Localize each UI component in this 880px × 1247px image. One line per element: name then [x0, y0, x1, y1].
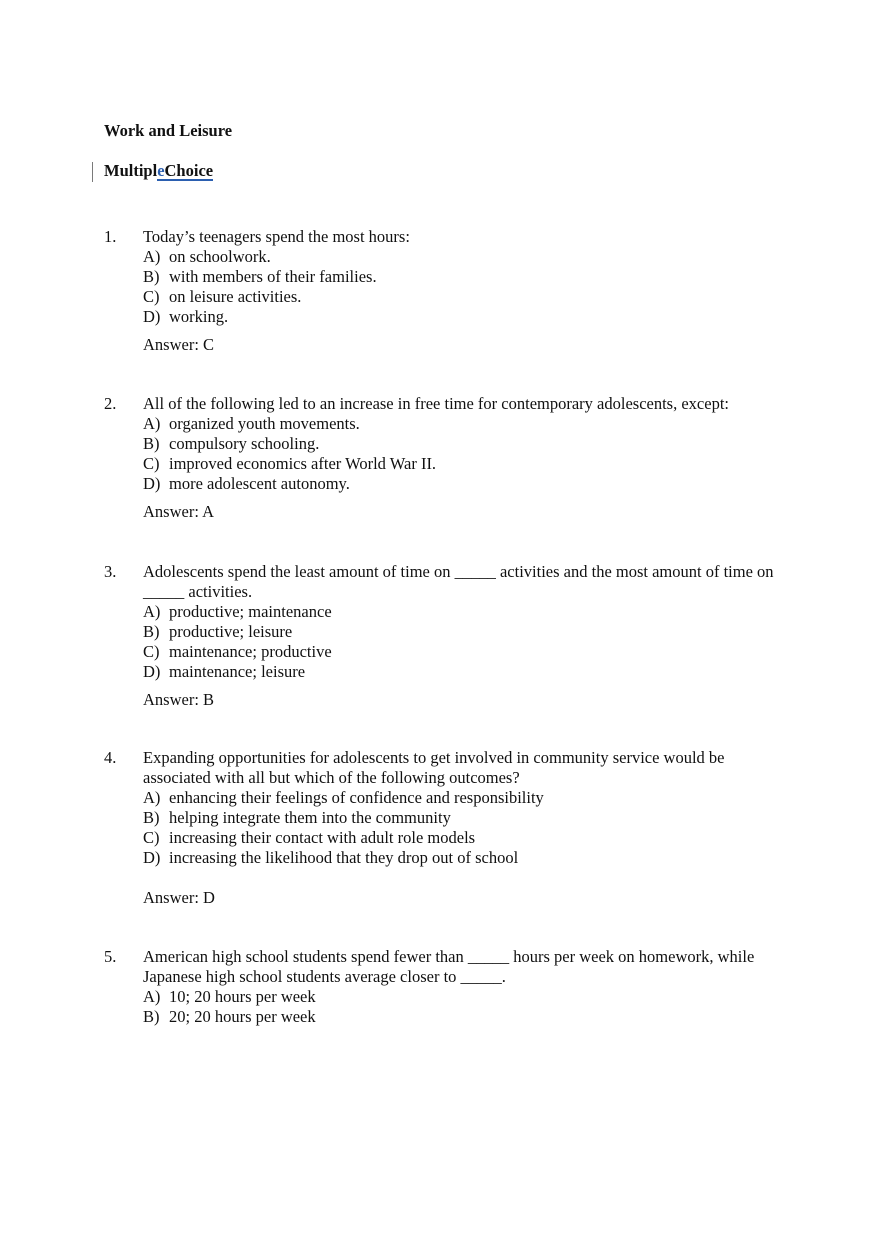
option-d: [143, 474, 784, 494]
change-bar: [92, 162, 93, 182]
option-text: on leisure activities.: [169, 287, 302, 306]
option-text: enhancing their feelings of confidence and responsibility: [169, 788, 544, 807]
option-letter: D): [143, 848, 161, 867]
question-5: [104, 947, 784, 1027]
option-c: [143, 454, 784, 474]
answer-key: Answer: D: [143, 888, 215, 907]
option-letter: B): [143, 267, 160, 286]
option-letter: B): [143, 622, 160, 641]
question-number: 3.: [104, 562, 117, 581]
option-letter: C): [143, 828, 160, 847]
question-2: [104, 394, 784, 522]
option-a: [143, 247, 784, 267]
option-letter: A): [143, 788, 161, 807]
option-b: [143, 267, 784, 287]
option-d: [143, 662, 784, 682]
option-d: [143, 848, 784, 868]
option-letter: A): [143, 247, 161, 266]
option-text: compulsory schooling.: [169, 434, 320, 453]
question-number: 1.: [104, 227, 117, 246]
question-stem: Today’s teenagers spend the most hours:: [143, 227, 410, 246]
option-b: [143, 808, 784, 828]
option-d: [143, 307, 784, 327]
option-text: 10; 20 hours per week: [169, 987, 316, 1006]
question-number: 2.: [104, 394, 117, 413]
option-c: [143, 287, 784, 307]
answer-key: Answer: C: [143, 335, 215, 354]
option-b: [143, 434, 784, 454]
option-letter: C): [143, 642, 160, 661]
option-letter: B): [143, 1007, 160, 1026]
question-4: [104, 748, 784, 908]
option-text: increasing the likelihood that they drop out of school: [169, 848, 519, 867]
question-stem: Adolescents spend the least amount of time on _____ activities and the most amount of time on _____ activities.: [143, 562, 778, 601]
option-b: [143, 622, 784, 642]
option-text: improved economics after World War II.: [169, 454, 437, 473]
section-heading-part2: e: [157, 161, 165, 180]
section-heading-part3: Choice: [164, 161, 214, 180]
option-text: maintenance; leisure: [169, 662, 306, 681]
option-letter: A): [143, 987, 161, 1006]
option-text: helping integrate them into the community: [169, 808, 451, 827]
option-text: working.: [169, 307, 229, 326]
question-number: 4.: [104, 748, 117, 767]
answer-key: Answer: B: [143, 690, 215, 709]
option-text: with members of their families.: [169, 267, 377, 286]
option-letter: B): [143, 434, 160, 453]
option-letter: C): [143, 287, 160, 306]
option-letter: C): [143, 454, 160, 473]
option-c: [143, 642, 784, 662]
section-heading: [104, 161, 213, 181]
option-text: productive; maintenance: [169, 602, 332, 621]
option-a: [143, 414, 784, 434]
question-stem: American high school students spend fewer than _____ hours per week on homework, while Japanese high school students average closer to _____.: [143, 947, 759, 986]
option-letter: D): [143, 662, 161, 681]
option-letter: B): [143, 808, 160, 827]
question-number: 5.: [104, 947, 117, 966]
option-a: [143, 987, 784, 1007]
option-text: maintenance; productive: [169, 642, 332, 661]
option-text: increasing their contact with adult role models: [169, 828, 476, 847]
option-letter: D): [143, 474, 161, 493]
question-stem: All of the following led to an increase in free time for contemporary adolescents, except:: [143, 394, 729, 413]
option-letter: A): [143, 602, 161, 621]
option-letter: D): [143, 307, 161, 326]
option-b: [143, 1007, 784, 1027]
question-1: [104, 227, 784, 355]
document-title: Work and Leisure: [104, 121, 233, 140]
question-3: [104, 562, 784, 710]
option-c: [143, 828, 784, 848]
section-heading-part1: Multipl: [104, 161, 158, 180]
option-text: on schoolwork.: [169, 247, 271, 266]
option-text: organized youth movements.: [169, 414, 360, 433]
option-text: productive; leisure: [169, 622, 293, 641]
question-stem: Expanding opportunities for adolescents to get involved in community service would be associated with all but which of the following outcomes?: [143, 748, 729, 787]
answer-key: Answer: A: [143, 502, 215, 521]
option-a: [143, 602, 784, 622]
option-a: [143, 788, 784, 808]
option-text: 20; 20 hours per week: [169, 1007, 316, 1026]
option-text: more adolescent autonomy.: [169, 474, 350, 493]
option-letter: A): [143, 414, 161, 433]
